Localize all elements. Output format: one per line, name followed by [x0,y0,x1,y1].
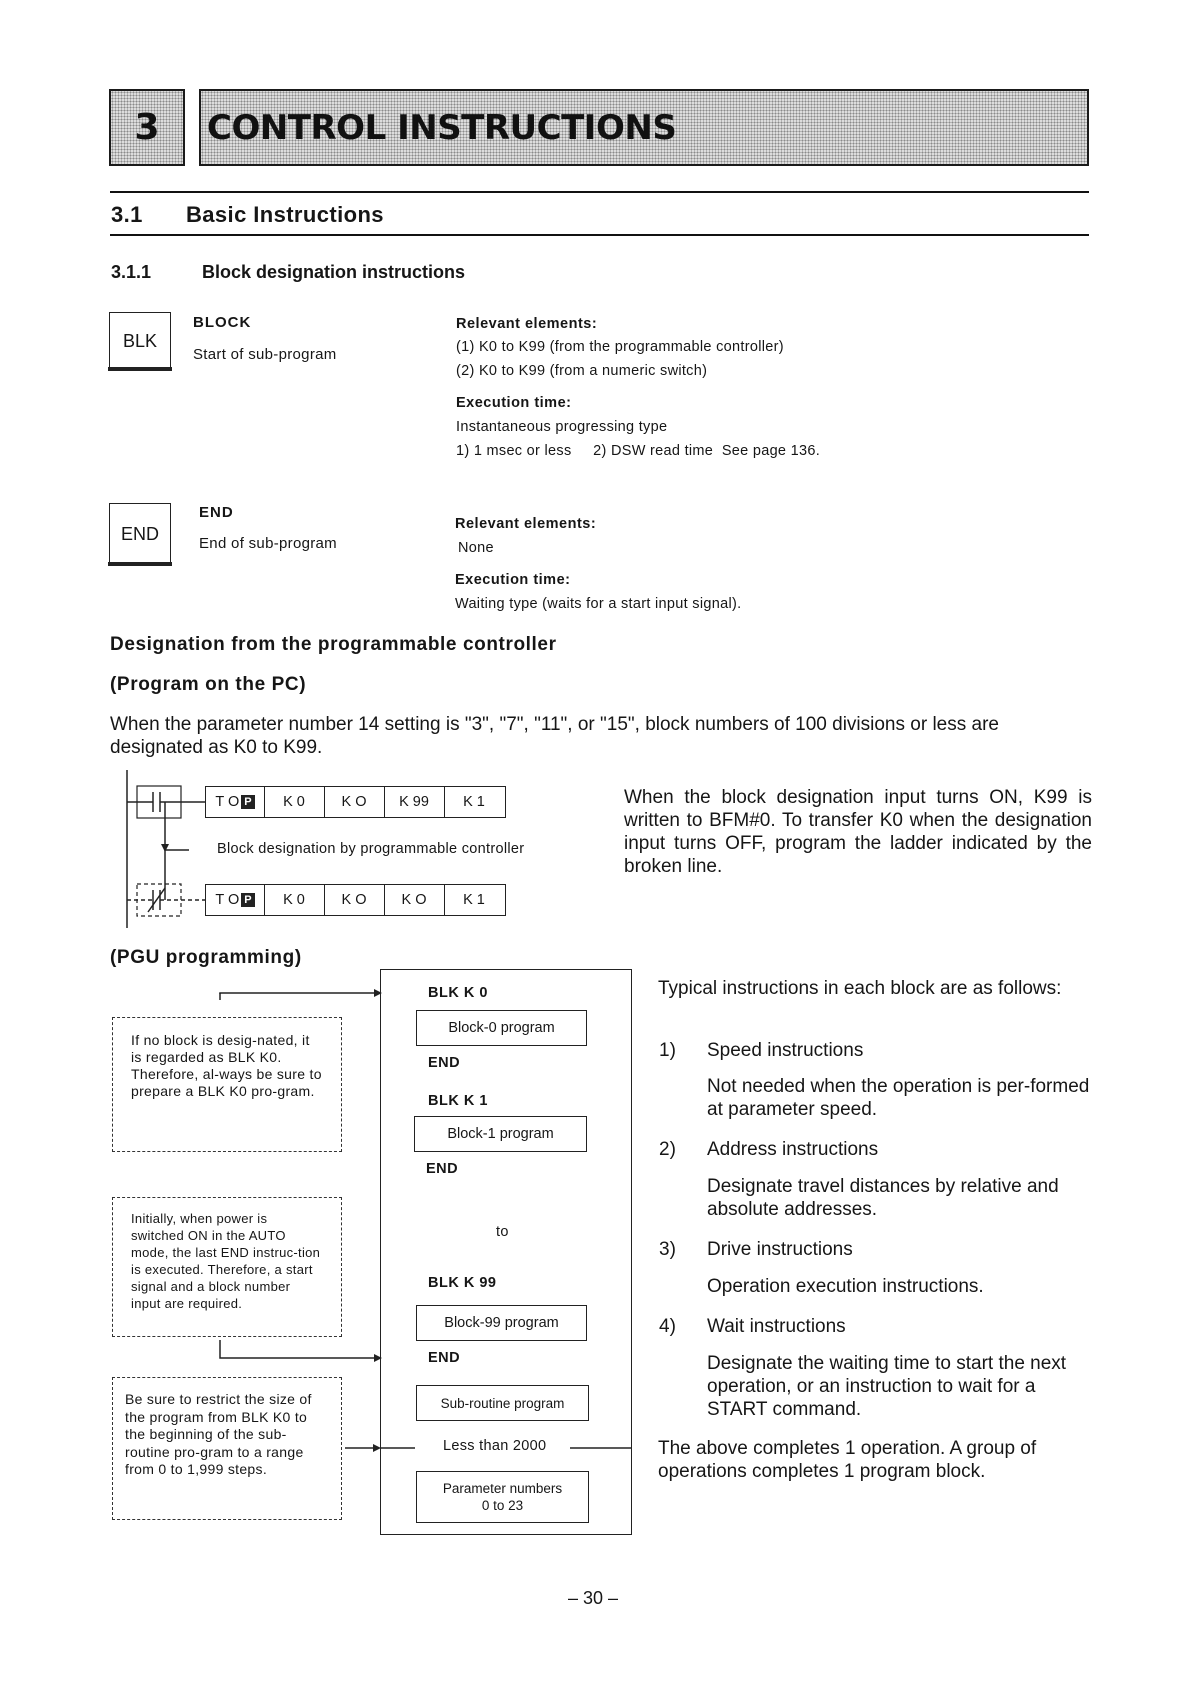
typical-item-1-num: 1) [659,1040,676,1061]
blk-exec-detail: 1) 1 msec or less 2) DSW read time See page 136. [456,443,821,459]
ladder-row1-boxes [205,786,506,818]
typical-item-3-title: Drive instructions [707,1239,853,1260]
typical-item-3-desc: Operation execution instructions. [707,1276,984,1297]
blk-key [109,312,171,370]
section-title: Basic Instructions [186,202,384,227]
end-label-3: END [428,1350,461,1366]
blk-relevant-2: (2) K0 to K99 (from a numeric switch) [456,363,708,379]
parameter-numbers: Parameter numbers 0 to 23 [416,1471,589,1523]
less-than-label: Less than 2000 [443,1438,547,1454]
chapter-title-box [199,89,1089,166]
page-number: – 30 – [568,1588,619,1608]
chapter-number-box [109,89,185,166]
ladder-row2-cell-3: K O [384,885,445,915]
typical-item-2-desc: Designate travel distances by relative and absolute addresses. [707,1176,1059,1220]
end-label-1: END [428,1055,461,1071]
blk-exec-type: Instantaneous progressing type [456,419,668,435]
end-name: END [199,504,234,521]
section-rule-top [110,191,1089,193]
section-number: 3.1 [111,202,143,227]
typical-item-3-num: 3) [659,1239,676,1260]
connector-3-arrow [373,1444,381,1452]
designation-subheading: (Program on the PC) [110,674,307,695]
note-2: Initially, when power is switched ON in the AUTO mode, the last END instruc-tion is executed. Therefore, a start signal and a block number input are required. [112,1197,342,1337]
typical-item-2-num: 2) [659,1139,676,1160]
end-exec-type: Waiting type (waits for a start input signal). [455,596,742,612]
end-key [109,503,171,565]
end-relevant: None [458,540,494,556]
ladder-caption: Block designation by programmable controller [217,841,525,857]
designation-right-text: When the block designation input turns ON, K99 is written to BFM#0. To transfer K0 when the designation input turns OFF, program the ladder indicated by the broken line. [624,787,1092,877]
blk-relevant-1: (1) K0 to K99 (from the programmable controller) [456,339,784,355]
designation-paragraph: When the parameter number 14 setting is "3", "7", "11", or "15", block numbers of 100 divisions or less are designated as K0 to K99. [110,714,999,758]
note-1: If no block is desig-nated, it is regarded as BLK K0. Therefore, al-ways be sure to prepare a BLK K0 pro-gram. [112,1017,342,1152]
end-relevant-heading: Relevant elements: [455,516,597,532]
block-99-program: Block-99 program [416,1305,587,1341]
ladder-row1-cell-2: K O [324,787,385,817]
block-1-program: Block-1 program [414,1116,587,1152]
blk-desc: Start of sub-program [193,346,337,363]
sub-routine-program: Sub-routine program [416,1385,589,1421]
ladder-row1-cell-0: T O P [206,787,265,817]
subsection-title: Block designation instructions [202,262,466,282]
section-rule-bottom [110,234,1089,236]
ladder-arrow-down [161,844,169,852]
ladder-row2-cell-0: T O P [206,885,265,915]
blk-relevant-heading: Relevant elements: [456,316,598,332]
connector-1-arrow [374,989,382,997]
ladder-row1-cell-3: K 99 [384,787,445,817]
typical-closing: The above completes 1 operation. A group of operations completes 1 program block. [658,1438,1037,1482]
end-desc: End of sub-program [199,535,337,552]
ladder-row2-cell-2: K O [324,885,385,915]
ladder-row2-boxes [205,884,506,916]
block-0-program: Block-0 program [416,1010,587,1046]
note-3: Be sure to restrict the size of the program from BLK K0 to the beginning of the sub-routine pro-gram to a range from 0 to 1,999 steps. [112,1377,342,1520]
typical-item-2-title: Address instructions [707,1139,879,1160]
pgu-heading: (PGU programming) [110,947,302,968]
connector-1 [220,993,375,1000]
blk-k0-label: BLK K 0 [428,985,488,1001]
typical-item-1-title: Speed instructions [707,1040,864,1061]
blk-key-label: BLK [122,330,158,351]
end-exec-heading: Execution time: [455,572,571,588]
ladder-row2-cell-4: K 1 [463,892,485,908]
typical-intro: Typical instructions in each block are as follows: [658,978,1062,999]
connector-2-arrow [374,1354,382,1362]
blk-k1-label: BLK K 1 [428,1093,488,1109]
subsection-number: 3.1.1 [111,262,152,282]
typical-item-1-desc: Not needed when the operation is per-formed at parameter speed. [707,1076,1090,1120]
end-key-label: END [120,523,159,544]
to-label: to [496,1224,509,1240]
ladder-row2-cell-1: K 0 [264,885,325,915]
blk-name: BLOCK [193,314,252,331]
typical-item-4-desc: Designate the waiting time to start the next operation, or an instruction to wait for a START command. [707,1353,1067,1420]
ladder-row1-cell-1: K 0 [264,787,325,817]
chapter-number: 3 [134,107,160,148]
blk-exec-heading: Execution time: [456,395,572,411]
designation-heading: Designation from the programmable controller [110,634,557,655]
end-label-2: END [426,1161,459,1177]
blk-k99-label: BLK K 99 [428,1275,497,1291]
p-mark-2: P [241,893,254,907]
chapter-title: CONTROL INSTRUCTIONS [207,107,677,148]
ladder-row1-cell-4: K 1 [463,794,485,810]
p-mark: P [241,795,254,809]
typical-item-4-num: 4) [659,1316,676,1337]
connector-2 [220,1340,375,1358]
typical-item-4-title: Wait instructions [707,1316,846,1337]
